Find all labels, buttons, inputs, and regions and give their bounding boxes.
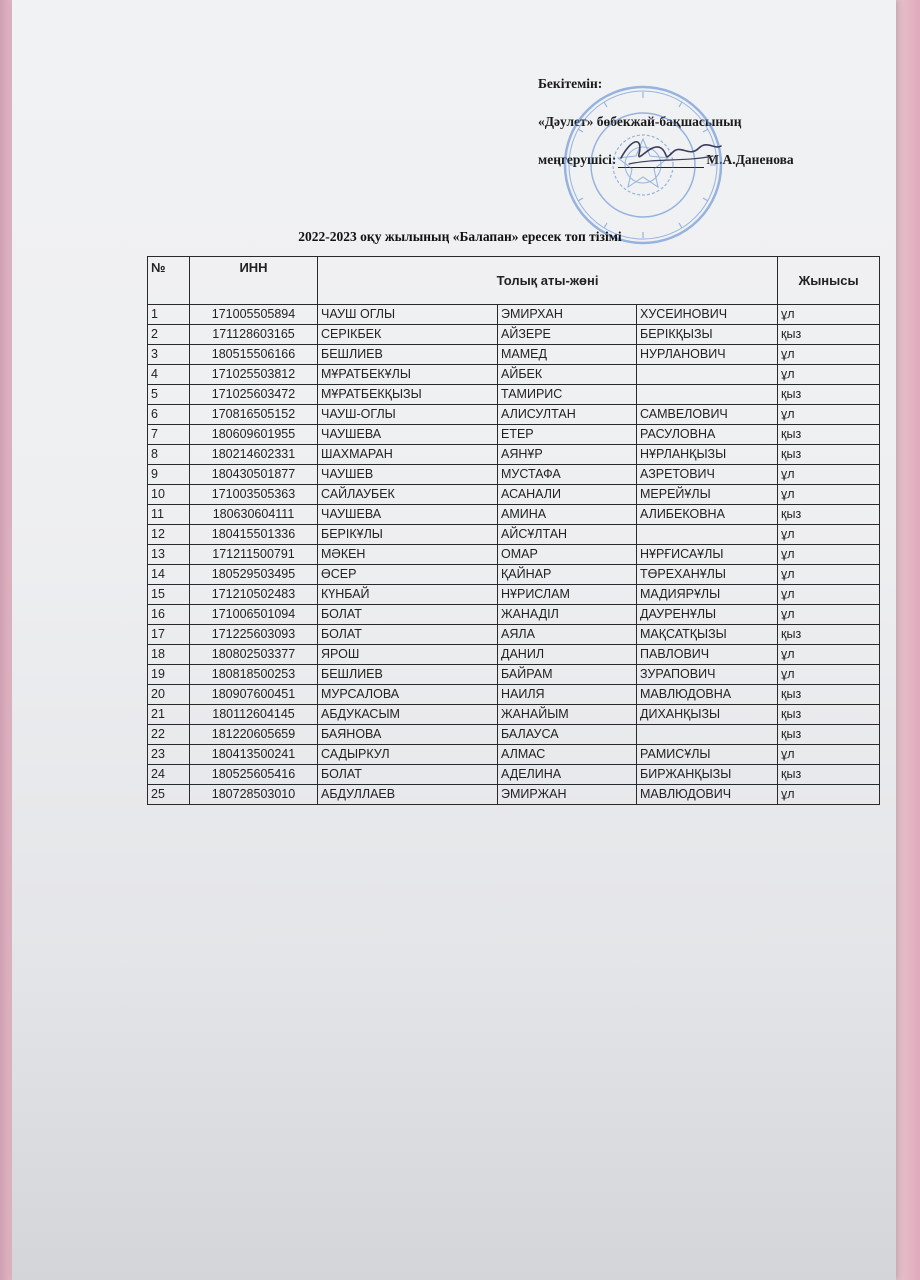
cell-gender: қыз (778, 425, 880, 445)
cell-inn: 180728503010 (190, 785, 318, 805)
table-row (148, 485, 880, 505)
cell-inn: 171128603165 (190, 325, 318, 345)
cell-surname: МУРСАЛОВА (318, 685, 498, 705)
cell-inn: 180907600451 (190, 685, 318, 705)
children-roster-table (147, 256, 880, 805)
cell-first-name: ЖАНАЙЫМ (498, 705, 637, 725)
cell-surname: ЧАУШЕВ (318, 465, 498, 485)
cell-inn: 180413500241 (190, 745, 318, 765)
cell-first-name: ЭМИРЖАН (498, 785, 637, 805)
director-label: меңгерушісі: (538, 152, 617, 167)
cell-first-name: ЖАНАДІЛ (498, 605, 637, 625)
cell-first-name: ДАНИЛ (498, 645, 637, 665)
cell-number: 5 (148, 385, 190, 405)
cell-inn: 171211500791 (190, 545, 318, 565)
cell-surname: ЧАУШ ОГЛЫ (318, 305, 498, 325)
cell-surname: МҰРАТБЕКҚЫЗЫ (318, 385, 498, 405)
cell-surname: БЕРІКҰЛЫ (318, 525, 498, 545)
cell-patronymic: ЗУРАПОВИЧ (637, 665, 778, 685)
cell-patronymic: МАВЛЮДОВИЧ (637, 785, 778, 805)
cell-first-name: БАЛАУСА (498, 725, 637, 745)
cell-inn: 171005505894 (190, 305, 318, 325)
cell-number: 21 (148, 705, 190, 725)
cell-inn: 180529503495 (190, 565, 318, 585)
cell-gender: ұл (778, 305, 880, 325)
table-row (148, 525, 880, 545)
cell-patronymic: МЕРЕЙҰЛЫ (637, 485, 778, 505)
cell-patronymic: ТӨРЕХАНҰЛЫ (637, 565, 778, 585)
cell-gender: ұл (778, 745, 880, 765)
cell-first-name: МУСТАФА (498, 465, 637, 485)
cell-surname: БЕШЛИЕВ (318, 665, 498, 685)
table-row (148, 705, 880, 725)
table-row (148, 505, 880, 525)
cell-patronymic: НҰРҒИСАҰЛЫ (637, 545, 778, 565)
cell-patronymic: РАСУЛОВНА (637, 425, 778, 445)
table-row (148, 325, 880, 345)
cell-number: 19 (148, 665, 190, 685)
cell-inn: 180525605416 (190, 765, 318, 785)
cell-first-name: ҚАЙНАР (498, 565, 637, 585)
cell-number: 3 (148, 345, 190, 365)
cell-gender: ұл (778, 665, 880, 685)
cell-first-name: ЕТЕР (498, 425, 637, 445)
cell-number: 4 (148, 365, 190, 385)
cell-first-name: АЯНҰР (498, 445, 637, 465)
cell-surname: БОЛАТ (318, 765, 498, 785)
cell-surname: БОЛАТ (318, 625, 498, 645)
cell-number: 25 (148, 785, 190, 805)
cell-inn: 180112604145 (190, 705, 318, 725)
table-row (148, 585, 880, 605)
cell-inn: 180630604111 (190, 505, 318, 525)
cell-patronymic: ПАВЛОВИЧ (637, 645, 778, 665)
cell-gender: ұл (778, 785, 880, 805)
cell-number: 20 (148, 685, 190, 705)
cell-gender: қыз (778, 765, 880, 785)
table-row (148, 765, 880, 785)
cell-surname: ЧАУШ-ОГЛЫ (318, 405, 498, 425)
cell-surname: ӨСЕР (318, 565, 498, 585)
table-header-row (148, 257, 880, 305)
cell-gender: қыз (778, 325, 880, 345)
cell-patronymic: РАМИСҰЛЫ (637, 745, 778, 765)
cell-number: 24 (148, 765, 190, 785)
cell-gender: қыз (778, 725, 880, 745)
cell-inn: 171006501094 (190, 605, 318, 625)
cell-surname: ЯРОШ (318, 645, 498, 665)
cell-patronymic: ДИХАНҚЫЗЫ (637, 705, 778, 725)
table-row (148, 725, 880, 745)
cell-patronymic: МАВЛЮДОВНА (637, 685, 778, 705)
table-body (148, 305, 880, 805)
cell-number: 13 (148, 545, 190, 565)
table-row (148, 645, 880, 665)
cell-number: 16 (148, 605, 190, 625)
cell-number: 23 (148, 745, 190, 765)
cell-first-name: ТАМИРИС (498, 385, 637, 405)
cell-number: 11 (148, 505, 190, 525)
cell-gender: ұл (778, 365, 880, 385)
cell-number: 15 (148, 585, 190, 605)
cell-gender: қыз (778, 505, 880, 525)
cell-surname: ШАХМАРАН (318, 445, 498, 465)
approval-line-2: «Дәулет» бөбекжай-бақшасының (538, 114, 742, 129)
cell-number: 7 (148, 425, 190, 445)
cell-patronymic: МАДИЯРҰЛЫ (637, 585, 778, 605)
cell-first-name: БАЙРАМ (498, 665, 637, 685)
cell-number: 1 (148, 305, 190, 325)
header-number: № (148, 257, 190, 305)
cell-gender: ұл (778, 345, 880, 365)
cell-patronymic: БИРЖАНҚЫЗЫ (637, 765, 778, 785)
cell-inn: 171225603093 (190, 625, 318, 645)
cell-gender: ұл (778, 545, 880, 565)
cell-first-name: НАИЛЯ (498, 685, 637, 705)
cell-surname: САЙЛАУБЕК (318, 485, 498, 505)
cell-first-name: ЭМИРХАН (498, 305, 637, 325)
cell-number: 17 (148, 625, 190, 645)
cell-surname: КҮНБАЙ (318, 585, 498, 605)
cell-surname: ЧАУШЕВА (318, 505, 498, 525)
cell-first-name: АЙБЕК (498, 365, 637, 385)
cell-first-name: АДЕЛИНА (498, 765, 637, 785)
header-inn: ИНН (190, 257, 318, 305)
cell-surname: СЕРІКБЕК (318, 325, 498, 345)
cell-gender: қыз (778, 705, 880, 725)
table-row (148, 605, 880, 625)
cell-gender: ұл (778, 485, 880, 505)
cell-patronymic: САМВЕЛОВИЧ (637, 405, 778, 425)
cell-surname: БОЛАТ (318, 605, 498, 625)
header-full-name: Толық аты-жөні (318, 257, 778, 305)
approval-line-1: Бекітемін: (538, 76, 603, 91)
cell-first-name: АСАНАЛИ (498, 485, 637, 505)
cell-surname: БЕШЛИЕВ (318, 345, 498, 365)
cell-inn: 171025603472 (190, 385, 318, 405)
table-row (148, 445, 880, 465)
background-right-edge (894, 0, 920, 1280)
cell-patronymic: НУРЛАНОВИЧ (637, 345, 778, 365)
cell-first-name: АЙСҰЛТАН (498, 525, 637, 545)
cell-number: 2 (148, 325, 190, 345)
table-row (148, 405, 880, 425)
table-row (148, 365, 880, 385)
cell-first-name: АЯЛА (498, 625, 637, 645)
cell-first-name: ОМАР (498, 545, 637, 565)
cell-patronymic: АЗРЕТОВИЧ (637, 465, 778, 485)
table-row (148, 625, 880, 645)
cell-inn: 180609601955 (190, 425, 318, 445)
cell-patronymic: БЕРІКҚЫЗЫ (637, 325, 778, 345)
cell-first-name: АЙЗЕРЕ (498, 325, 637, 345)
cell-inn: 171210502483 (190, 585, 318, 605)
cell-inn: 181220605659 (190, 725, 318, 745)
cell-inn: 170816505152 (190, 405, 318, 425)
cell-gender: ұл (778, 585, 880, 605)
table-row (148, 305, 880, 325)
cell-gender: қыз (778, 625, 880, 645)
cell-gender: ұл (778, 405, 880, 425)
cell-surname: МҰРАТБЕКҰЛЫ (318, 365, 498, 385)
cell-patronymic: МАҚСАТҚЫЗЫ (637, 625, 778, 645)
director-signature (615, 128, 725, 178)
table-row (148, 385, 880, 405)
table-row (148, 425, 880, 445)
document-title: 2022-2023 оқу жылының «Балапан» ересек топ тізімі (298, 229, 622, 244)
cell-gender: қыз (778, 445, 880, 465)
cell-number: 8 (148, 445, 190, 465)
table-row (148, 665, 880, 685)
cell-patronymic: ДАУРЕНҰЛЫ (637, 605, 778, 625)
cell-gender: ұл (778, 465, 880, 485)
cell-inn: 171025503812 (190, 365, 318, 385)
cell-number: 12 (148, 525, 190, 545)
cell-inn: 180415501336 (190, 525, 318, 545)
table-row (148, 565, 880, 585)
header-gender: Жынысы (778, 257, 880, 305)
cell-surname: АБДУЛЛАЕВ (318, 785, 498, 805)
cell-surname: САДЫРКУЛ (318, 745, 498, 765)
cell-number: 14 (148, 565, 190, 585)
cell-surname: МӘКЕН (318, 545, 498, 565)
cell-surname: БАЯНОВА (318, 725, 498, 745)
cell-number: 10 (148, 485, 190, 505)
cell-inn: 180430501877 (190, 465, 318, 485)
cell-first-name: АЛИСУЛТАН (498, 405, 637, 425)
cell-patronymic: ХУСЕИНОВИЧ (637, 305, 778, 325)
director-name: М.А.Даненова (706, 152, 794, 167)
cell-number: 22 (148, 725, 190, 745)
cell-gender: ұл (778, 645, 880, 665)
cell-number: 6 (148, 405, 190, 425)
cell-patronymic (637, 385, 778, 405)
table-row (148, 785, 880, 805)
table-row (148, 545, 880, 565)
cell-inn: 171003505363 (190, 485, 318, 505)
cell-inn: 180818500253 (190, 665, 318, 685)
cell-gender: қыз (778, 685, 880, 705)
table-row (148, 345, 880, 365)
cell-gender: ұл (778, 565, 880, 585)
cell-inn: 180515506166 (190, 345, 318, 365)
cell-patronymic: НҰРЛАНҚЫЗЫ (637, 445, 778, 465)
cell-patronymic (637, 365, 778, 385)
cell-gender: ұл (778, 525, 880, 545)
table-row (148, 745, 880, 765)
cell-gender: қыз (778, 385, 880, 405)
cell-first-name: АЛМАС (498, 745, 637, 765)
cell-number: 18 (148, 645, 190, 665)
table-row (148, 685, 880, 705)
cell-surname: АБДУКАСЫМ (318, 705, 498, 725)
cell-first-name: АМИНА (498, 505, 637, 525)
cell-patronymic (637, 525, 778, 545)
cell-patronymic (637, 725, 778, 745)
cell-inn: 180802503377 (190, 645, 318, 665)
table-row (148, 465, 880, 485)
cell-patronymic: АЛИБЕКОВНА (637, 505, 778, 525)
cell-number: 9 (148, 465, 190, 485)
cell-surname: ЧАУШЕВА (318, 425, 498, 445)
cell-first-name: МАМЕД (498, 345, 637, 365)
cell-gender: ұл (778, 605, 880, 625)
cell-first-name: НҰРИСЛАМ (498, 585, 637, 605)
cell-inn: 180214602331 (190, 445, 318, 465)
